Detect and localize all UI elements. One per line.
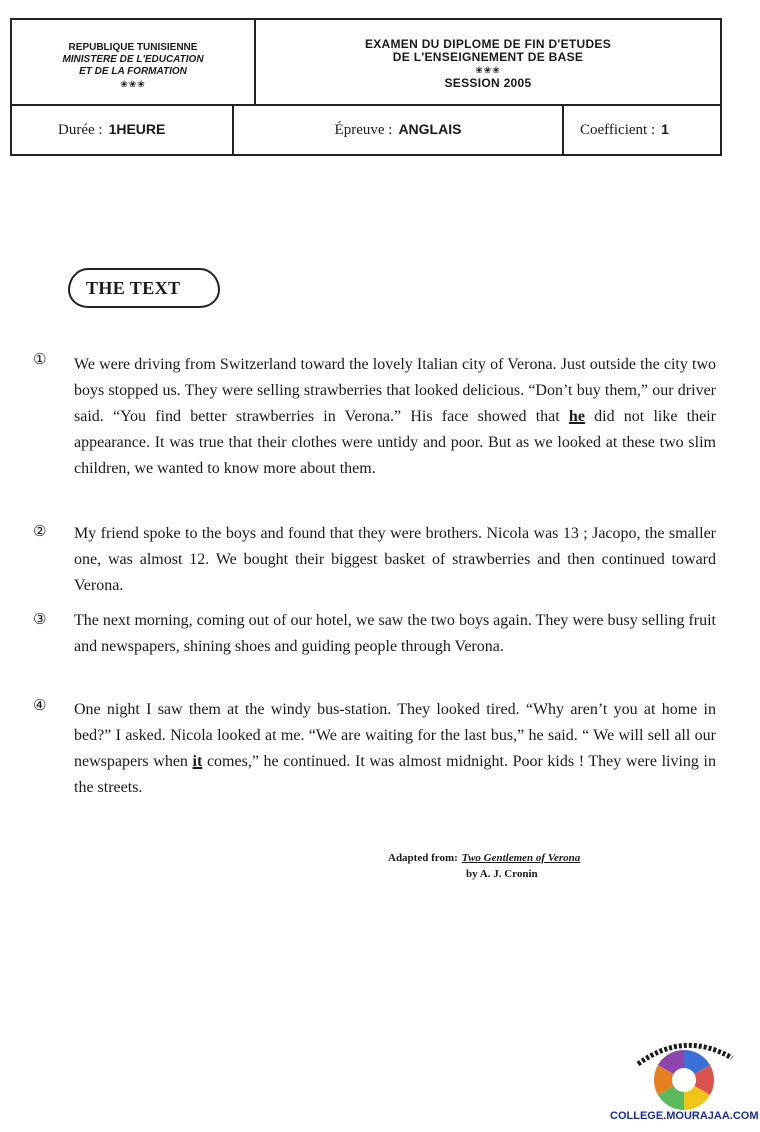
- coefficient-label: Coefficient :: [580, 122, 656, 138]
- paragraph-text: did not like their appearance. It was true that their clothes were untidy and poor. But as we looked at these two slim children, we wanted to know more about them.: [74, 408, 716, 477]
- exam-session: SESSION 2005: [444, 76, 532, 90]
- ministry-block: [12, 20, 256, 104]
- source-credit: [388, 850, 648, 882]
- paragraph-text: The next morning, coming out of our hotel, we saw the two boys again. They were busy selling fruit and newspapers, shining shoes and guiding people through Verona.: [74, 612, 716, 655]
- paragraph-4: [74, 697, 716, 801]
- paragraph-text: One night I saw them at the windy bus-station. They looked tired. “Why aren’t you at home in bed?” I asked. Nicola looked at me. “We are waiting for the last bus,” he said. “ We will sell all our newspapers when: [74, 701, 716, 770]
- exam-header: [10, 18, 722, 156]
- paragraph-2: [74, 521, 716, 599]
- paragraph-number: ③: [33, 610, 47, 628]
- paragraph-number: ④: [33, 696, 47, 714]
- exam-title-block: [256, 20, 720, 104]
- section-title: THE TEXT: [68, 268, 220, 308]
- source-title: Two Gentlemen of Verona: [461, 852, 581, 864]
- paragraph-1: [74, 352, 716, 482]
- coefficient-value: 1: [661, 121, 669, 137]
- ministry-name-2: ET DE LA FORMATION: [79, 66, 187, 77]
- subject-value: ANGLAIS: [398, 121, 462, 137]
- paragraph-text: We were driving from Switzerland toward the lovely Italian city of Verona. Just outside the city two boys stopped us. They were selling strawberries that looked delicious. “Don’t buy them,” our driver said. “You find better strawberries in Verona.” His face showed that: [74, 356, 716, 425]
- subject-cell: [234, 104, 564, 154]
- paragraph-3: [74, 608, 716, 660]
- credit-label: Adapted from:: [388, 852, 458, 864]
- exam-title: EXAMEN DU DIPLOME DE FIN D'ETUDES: [364, 37, 612, 51]
- header-bottom-row: [12, 104, 720, 154]
- credit-author: by A. J. Cronin: [466, 868, 538, 880]
- paragraph-text: My friend spoke to the boys and found that they were brothers. Nicola was 13 ; Jacopo, the smaller one, was almost 12. We bought their biggest basket of strawberries and then continued toward Verona.: [74, 525, 716, 594]
- paragraph-number: ②: [33, 522, 47, 540]
- ornament-stars: ❀❀❀: [120, 79, 146, 89]
- subject-label: Épreuve :: [334, 122, 393, 138]
- duration-cell: [12, 104, 234, 154]
- paragraph-text: comes,” he continued. It was almost midnight. Poor kids ! They were living in the streets.: [74, 753, 717, 796]
- site-url: COLLEGE.MOURAJAA.COM: [610, 1110, 759, 1122]
- coefficient-cell: [564, 104, 720, 154]
- exam-subtitle: DE L'ENSEIGNEMENT DE BASE: [392, 50, 584, 64]
- paragraph-number: ①: [33, 350, 47, 368]
- duration-label: Durée :: [58, 122, 103, 138]
- header-top-row: [12, 20, 720, 106]
- country-name: REPUBLIQUE TUNISIENNE: [68, 42, 198, 53]
- underlined-word: it: [192, 753, 203, 770]
- underlined-word: he: [568, 408, 585, 425]
- ministry-name: MINISTERE DE L'EDUCATION: [62, 54, 204, 65]
- duration-value: 1HEURE: [108, 121, 166, 137]
- ornament-stars-2: ❀❀❀: [475, 65, 501, 75]
